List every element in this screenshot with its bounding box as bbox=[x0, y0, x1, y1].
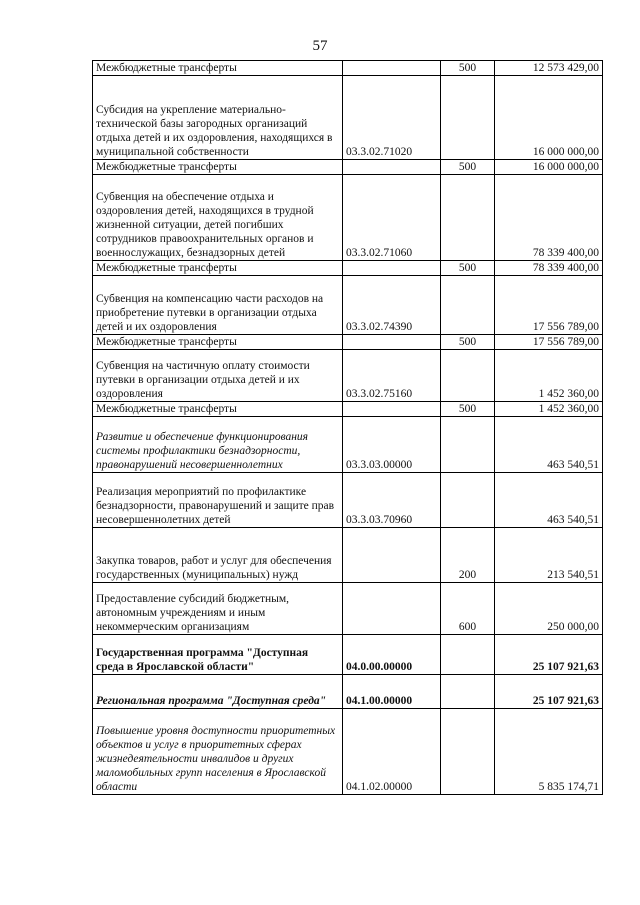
row-code: 03.3.02.71020 bbox=[343, 76, 441, 160]
row-sum: 12 573 429,00 bbox=[495, 61, 603, 76]
row-sum: 25 107 921,63 bbox=[495, 675, 603, 709]
row-name: Субсидия на укрепление материально-технической базы загородных организаций отдыха детей и их оздоровления, находящихся в муниципальной собственности bbox=[93, 76, 343, 160]
row-sum: 17 556 789,00 bbox=[495, 276, 603, 335]
row-name: Региональная программа "Доступная среда" bbox=[93, 675, 343, 709]
table-row bbox=[93, 417, 603, 473]
row-name: Закупка товаров, работ и услуг для обеспечения государственных (муниципальных) нужд bbox=[93, 528, 343, 583]
row-sum: 25 107 921,63 bbox=[495, 635, 603, 675]
row-code: 04.1.00.00000 bbox=[343, 675, 441, 709]
row-code bbox=[343, 583, 441, 635]
row-code: 03.3.02.75160 bbox=[343, 350, 441, 402]
row-sum: 213 540,51 bbox=[495, 528, 603, 583]
row-sum: 250 000,00 bbox=[495, 583, 603, 635]
row-sum: 1 452 360,00 bbox=[495, 350, 603, 402]
row-type: 500 bbox=[441, 160, 495, 175]
row-name: Субвенция на компенсацию части расходов на приобретение путевки в организации отдыха детей и их оздоровления bbox=[93, 276, 343, 335]
row-code bbox=[343, 402, 441, 417]
row-type: 600 bbox=[441, 583, 495, 635]
row-code bbox=[343, 61, 441, 76]
row-name: Межбюджетные трансферты bbox=[93, 261, 343, 276]
row-sum: 78 339 400,00 bbox=[495, 261, 603, 276]
row-type bbox=[441, 709, 495, 795]
row-name: Государственная программа "Доступная среда в Ярославской области" bbox=[93, 635, 343, 675]
row-code: 04.0.00.00000 bbox=[343, 635, 441, 675]
row-name: Субвенция на частичную оплату стоимости путевки в организации отдыха детей и их оздоровления bbox=[93, 350, 343, 402]
row-sum: 5 835 174,71 bbox=[495, 709, 603, 795]
row-sum: 1 452 360,00 bbox=[495, 402, 603, 417]
row-name: Межбюджетные трансферты bbox=[93, 61, 343, 76]
row-name: Субвенция на обеспечение отдыха и оздоровления детей, находящихся в трудной жизненной ситуации, детей погибших сотрудников правоохранительных органов и военнослужащих, безнадзорных детей bbox=[93, 175, 343, 261]
row-code: 03.3.02.74390 bbox=[343, 276, 441, 335]
row-code bbox=[343, 261, 441, 276]
row-type: 500 bbox=[441, 261, 495, 276]
table-row bbox=[93, 709, 603, 795]
row-code bbox=[343, 528, 441, 583]
table-row bbox=[93, 583, 603, 635]
row-type bbox=[441, 417, 495, 473]
table-row bbox=[93, 76, 603, 160]
row-name: Повышение уровня доступности приоритетных объектов и услуг в приоритетных сферах жизнедеятельности инвалидов и других маломобильных групп населения в Ярославской области bbox=[93, 709, 343, 795]
table-row bbox=[93, 675, 603, 709]
row-name: Предоставление субсидий бюджетным, автономным учреждениям и иным некоммерческим организациям bbox=[93, 583, 343, 635]
page-number: 57 bbox=[312, 38, 328, 54]
table-row bbox=[93, 335, 603, 350]
row-sum: 463 540,51 bbox=[495, 473, 603, 528]
row-code: 03.3.02.71060 bbox=[343, 175, 441, 261]
table-row bbox=[93, 350, 603, 402]
table-row bbox=[93, 175, 603, 261]
row-type bbox=[441, 175, 495, 261]
row-code: 03.3.03.70960 bbox=[343, 473, 441, 528]
row-sum: 463 540,51 bbox=[495, 417, 603, 473]
row-sum: 16 000 000,00 bbox=[495, 160, 603, 175]
table-row bbox=[93, 528, 603, 583]
row-type bbox=[441, 276, 495, 335]
table-row bbox=[93, 635, 603, 675]
row-type bbox=[441, 635, 495, 675]
table-row bbox=[93, 402, 603, 417]
row-name: Межбюджетные трансферты bbox=[93, 402, 343, 417]
table-row bbox=[93, 61, 603, 76]
budget-table bbox=[92, 60, 603, 795]
table-row bbox=[93, 276, 603, 335]
row-sum: 17 556 789,00 bbox=[495, 335, 603, 350]
table-row bbox=[93, 261, 603, 276]
row-type bbox=[441, 675, 495, 709]
row-type: 200 bbox=[441, 528, 495, 583]
row-type bbox=[441, 76, 495, 160]
row-code: 03.3.03.00000 bbox=[343, 417, 441, 473]
table-row bbox=[93, 473, 603, 528]
row-name: Реализация мероприятий по профилактике безнадзорности, правонарушений и защите прав несовершеннолетних детей bbox=[93, 473, 343, 528]
row-name: Развитие и обеспечение функционирования системы профилактики безнадзорности, правонарушений несовершеннолетних bbox=[93, 417, 343, 473]
table-row bbox=[93, 160, 603, 175]
row-type bbox=[441, 473, 495, 528]
row-sum: 78 339 400,00 bbox=[495, 175, 603, 261]
row-name: Межбюджетные трансферты bbox=[93, 335, 343, 350]
row-sum: 16 000 000,00 bbox=[495, 76, 603, 160]
row-type: 500 bbox=[441, 335, 495, 350]
row-type: 500 bbox=[441, 402, 495, 417]
row-type: 500 bbox=[441, 61, 495, 76]
row-code bbox=[343, 335, 441, 350]
row-code: 04.1.02.00000 bbox=[343, 709, 441, 795]
row-code bbox=[343, 160, 441, 175]
row-name: Межбюджетные трансферты bbox=[93, 160, 343, 175]
row-type bbox=[441, 350, 495, 402]
